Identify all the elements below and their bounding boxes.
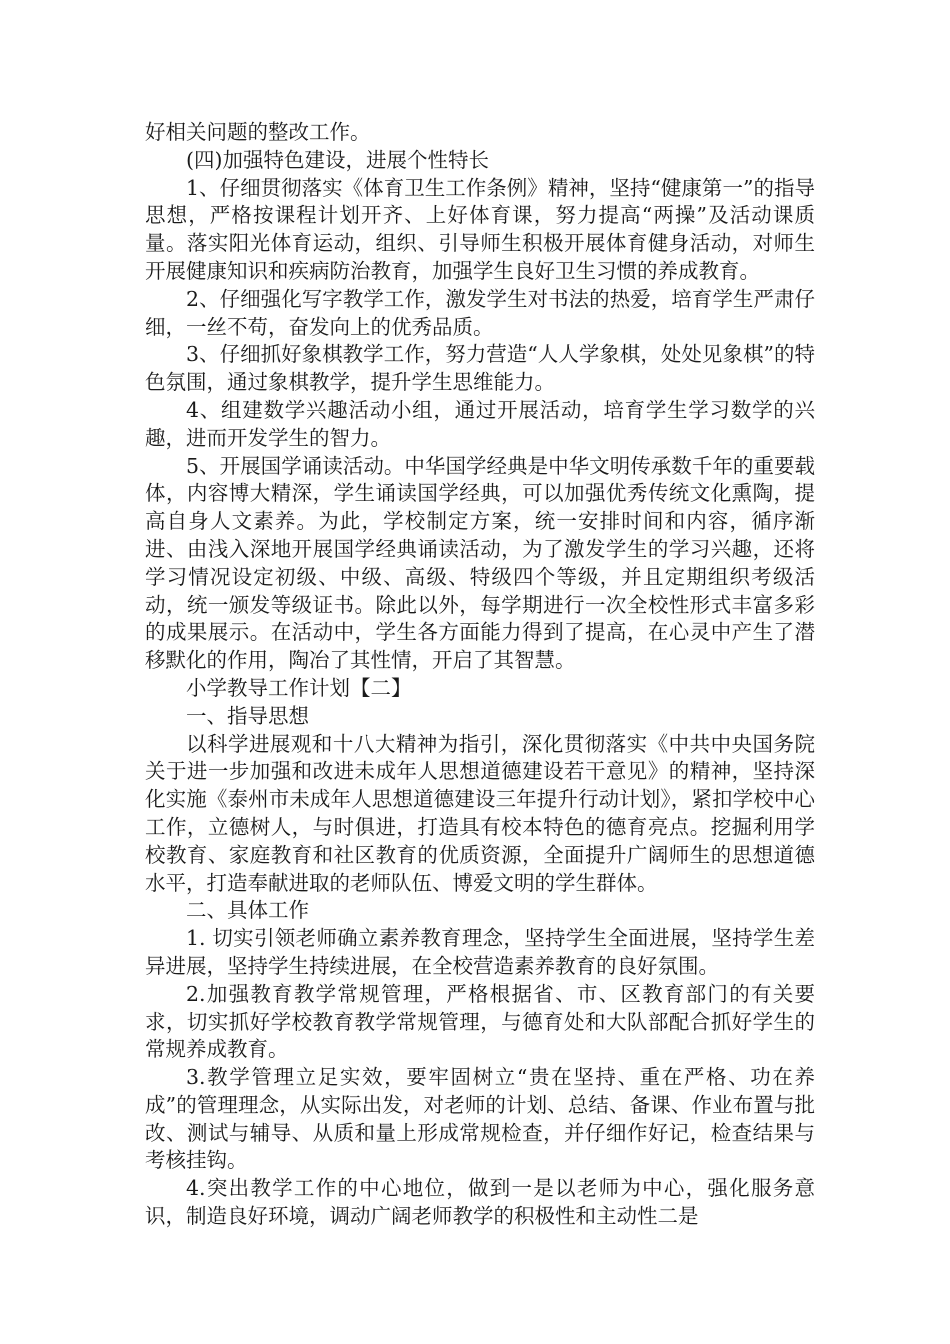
paragraph: 1. 切实引领老师确立素养教育理念，坚持学生全面进展，坚持学生差异进展，坚持学生持续进展，在全校营造素养教育的良好氛围。 (145, 926, 815, 978)
paragraph: 2.加强教育教学常规管理，严格根据省、市、区教育部门的有关要求，切实抓好学校教育教学常规管理，与德育处和大队部配合抓好学生的常规养成教育。 (145, 981, 815, 1062)
paragraph: 好相关问题的整改工作。 (145, 120, 371, 144)
paragraph: 4、组建数学兴趣活动小组，通过开展活动，培育学生学习数学的兴趣，进而开发学生的智力。 (145, 397, 815, 450)
section-heading: (四)加强特色建设，进展个性特长 (186, 147, 489, 172)
paragraph: 2、仔细强化写字教学工作，激发学生对书法的热爱，培育学生严肃仔细，一丝不苟，奋发向上的优秀品质。 (145, 286, 815, 339)
paragraph: 5、开展国学诵读活动。中华国学经典是中华文明传承数千年的重要载体，内容博大精深，学生诵读国学经典，可以加强优秀传统文化熏陶，提高自身人文素养。为此，学校制定方案，统一安排时间和内容，循序渐进、由浅入深地开展国学经典诵读活动，为了激发学生的学习兴趣，还将学习情况设定初级、中级、高级、特级四个等级，并且定期组织考级活动，统一颁发等级证书。除此以外，每学期进行一次全校性形式丰富多彩的成果展示。在活动中，学生各方面能力得到了提高，在心灵中产生了潜移默化的作用，陶冶了其性情，开启了其智慧。 (145, 453, 815, 673)
section-heading: 一、指导思想 (186, 703, 309, 728)
paragraph: 1、仔细贯彻落实《体育卫生工作条例》精神，坚持“健康第一”的指导思想，严格按课程计划开齐、上好体育课，努力提高“两操”及活动课质量。落实阳光体育运动，组织、引导师生积极开展体育健身活动，对师生开展健康知识和疾病防治教育，加强学生良好卫生习惯的养成教育。 (145, 175, 815, 283)
document-body (145, 119, 815, 1231)
paragraph: 3.教学管理立足实效，要牢固树立“贵在坚持、重在严格、功在养成”的管理理念，从实际出发，对老师的计划、总结、备课、作业布置与批改、测试与辅导、从质和量上形成常规检查，并仔细作好记，检查结果与考核挂钩。 (145, 1065, 815, 1173)
document-title: 小学教导工作计划【二】 (186, 675, 412, 700)
section-heading: 二、具体工作 (186, 898, 309, 923)
paragraph: 3、仔细抓好象棋教学工作，努力营造“人人学象棋，处处见象棋”的特色氛围，通过象棋教学，提升学生思维能力。 (145, 342, 815, 395)
paragraph: 以科学进展观和十八大精神为指引，深化贯彻落实《中共中央国务院关于进一步加强和改进未成年人思想道德建设若干意见》的精神，坚持深化实施《泰州市未成年人思想道德建设三年提升行动计划》，紧扣学校中心工作，立德树人，与时俱进，打造具有校本特色的德育亮点。挖掘利用学校教育、家庭教育和社区教育的优质资源，全面提升广阔师生的思想道德水平，打造奉献进取的老师队伍、博爱文明的学生群体。 (145, 731, 815, 895)
paragraph: 4.突出教学工作的中心地位，做到一是以老师为中心，强化服务意识，制造良好环境，调动广阔老师教学的积极性和主动性二是 (145, 1176, 815, 1229)
